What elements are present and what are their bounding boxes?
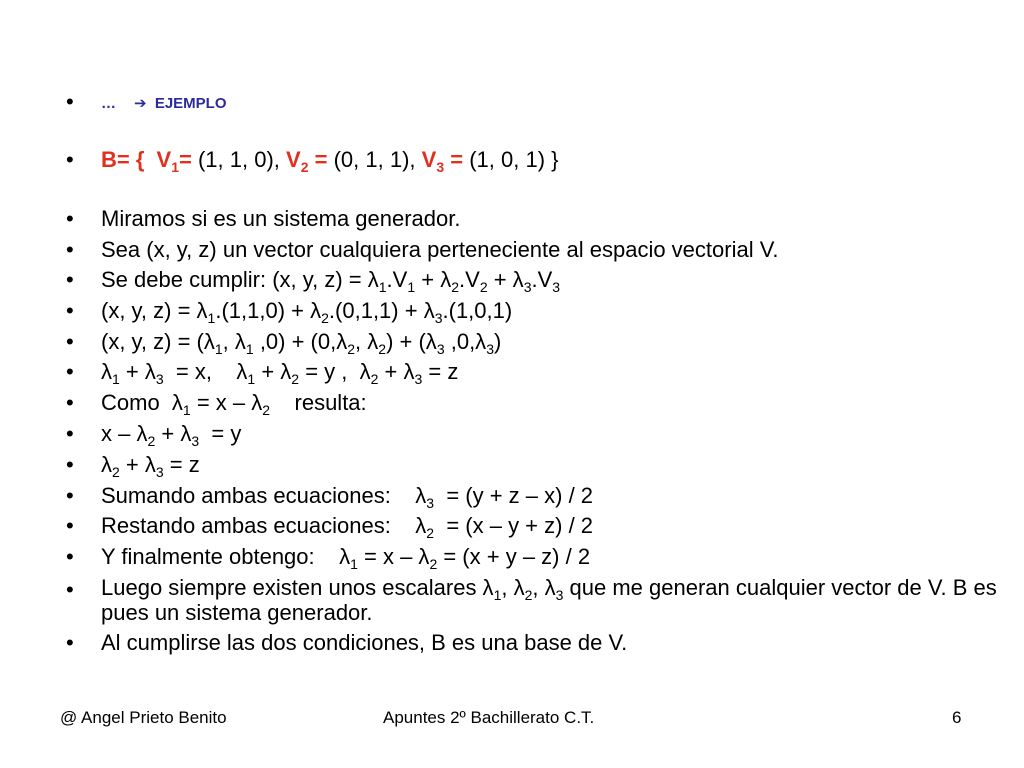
basis-open: B= { — [101, 147, 145, 172]
eq3: = — [450, 147, 464, 172]
line-eq-y: $x - \lambda_2 + \lambda_3 = y$ — [101, 421, 242, 449]
line-system: $\lambda_1 + \lambda_3 = x$, $\lambda_1 + \lambda_2 = y$ , $\lambda_2 + \lambda_3 = z$ — [101, 359, 459, 387]
footer-page-number: 6 — [952, 708, 962, 727]
eq2: = — [314, 147, 328, 172]
line-must-hold: Se debe cumplir: (x, y, $z) = \lambda_1.V_1 + \lambda_2.V_2 + \lambda_3.V_3$ — [101, 267, 561, 295]
bullet-marker: • — [66, 390, 74, 415]
eq1: = — [179, 147, 192, 172]
line-restando: Restando ambas ecuaciones: $\lambda_2 = (x - y + z) / 2$ — [101, 513, 594, 541]
v1-label: V — [156, 147, 172, 172]
bullet-marker: • — [66, 237, 74, 262]
bullet-marker: • — [66, 452, 74, 477]
v3-sub: 3 — [436, 159, 445, 175]
v1-sub: 1 — [171, 159, 179, 175]
bullet-marker: • — [66, 544, 74, 569]
footer-author: @ Angel Prieto Benito — [60, 708, 227, 727]
line-arbitrary-vector: Sea (x, y, z) un vector cualquiera perteneciente al espacio vectorial V. — [101, 237, 779, 262]
ellipsis: … — [101, 95, 116, 112]
bullet-marker: • — [66, 577, 74, 602]
bullet-marker: • — [66, 359, 74, 384]
line-conclusion: Al cumplirse las dos condiciones, B es una base de V. — [101, 630, 628, 655]
bullet-marker: • — [66, 630, 74, 655]
v2-label: V — [286, 147, 301, 172]
bullet-marker: • — [66, 513, 74, 538]
bullet-marker: • — [66, 89, 74, 114]
v3-label: V — [421, 147, 437, 172]
bullet-marker: • — [66, 298, 74, 323]
footer-course: Apuntes 2º Bachillerato C.T. — [383, 708, 595, 727]
line-luego: Luego siempre existen unos escalares $\lambda_1$, $\lambda_2$, $\lambda_3$ que me generan cualquier vector de V. B es pues un sistema generador. — [101, 575, 997, 625]
v3-value: (1, 0, 1) } — [463, 147, 559, 172]
line-finalmente: Y finalmente obtengo: $\lambda_1 = x - \lambda_2 = (x + y - z) / 2$ — [101, 544, 591, 572]
v2-value: (0, 1, 1), — [327, 147, 422, 172]
line-eq-z: $\lambda_2 + \lambda_3 = z$ — [101, 452, 200, 480]
arrow-icon: ➔ — [134, 95, 147, 112]
bullet-marker: • — [66, 483, 74, 508]
line-como: Como $\lambda_1 = x - \lambda_2$ resulta: — [101, 390, 367, 418]
v2-sub: 2 — [300, 159, 309, 175]
bullet-marker: • — [66, 421, 74, 446]
line-generator-check: Miramos si es un sistema generador. — [101, 206, 461, 231]
bullet-marker: • — [66, 329, 74, 354]
line-components: (x, y, $z) = (\lambda_1$, $\lambda_1$ $,0) + (0,\lambda_2$, $\lambda_2) + (\lambda_3$ $,0,\lambda_3$) — [101, 329, 502, 357]
v1-value: (1, 1, 0), — [191, 147, 287, 172]
line-substitution: (x, y, $z) = \lambda_1.(1,1,0) + \lambda_2.(0,1,1) + \lambda_3.(1,0,1)$ — [101, 298, 513, 326]
bullet-marker: • — [66, 206, 74, 231]
basis-definition — [101, 145, 559, 175]
line-sumando: Sumando ambas ecuaciones: $\lambda_3 = (y + z - x) / 2$ — [101, 483, 594, 511]
bullet-marker: • — [66, 147, 74, 172]
bullet-marker: • — [66, 267, 74, 292]
ejemplo-title: EJEMPLO — [154, 95, 227, 112]
ejemplo-heading — [101, 89, 227, 119]
